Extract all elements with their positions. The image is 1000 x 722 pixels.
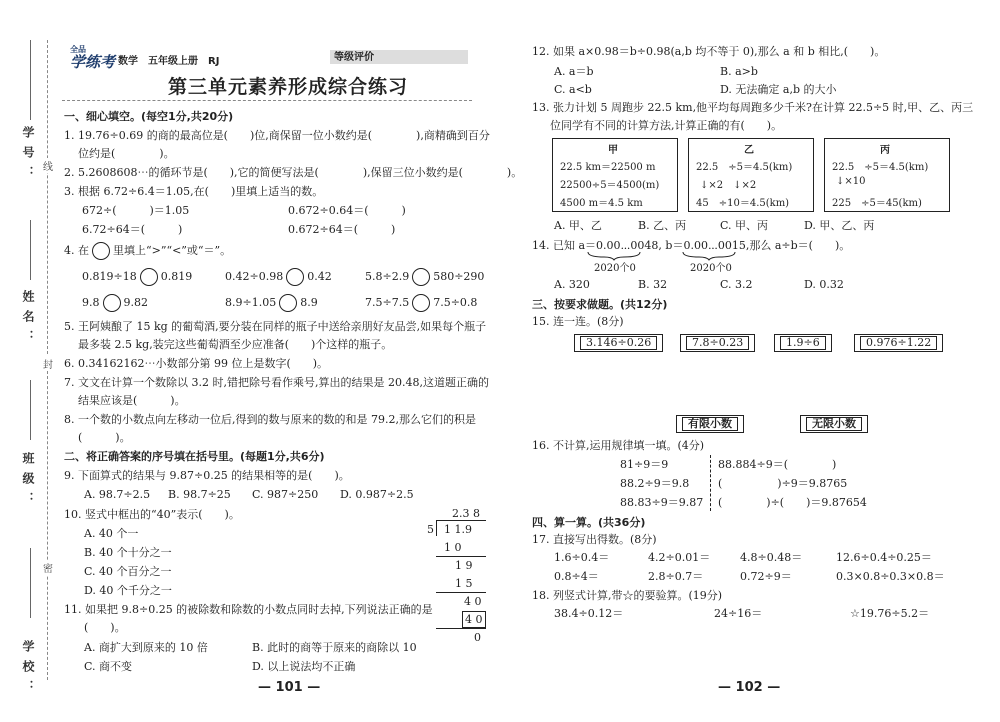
grade-label: 等级评价 [334,52,374,63]
q12: 12. 如果 a×0.98＝b÷0.98(a,b 均不等于 0),那么 a 和 b 相比,( )。 [532,45,886,58]
q13-option[interactable]: C. 甲、丙 [720,219,769,232]
section-3-title: 三、按要求做题。(共12分) [532,298,668,311]
compare-circle[interactable] [286,268,304,286]
q16-fill[interactable]: ( )÷9＝9.8765 [718,477,848,490]
section-2-title: 二、将正确答案的序号填在括号里。(每题1分,共6分) [64,450,325,463]
ld-rule [436,628,486,629]
q16-pattern: 88.83÷9＝9.87 [620,496,704,509]
q5-line1: 5. 王阿姨酿了 15 kg 的葡萄酒,要分装在同样的瓶子中送给亲朋好友品尝,如果每个瓶子 [64,320,487,333]
q15-category-finite[interactable]: 有限小数 [676,415,744,433]
q12-option[interactable]: B. a>b [720,65,758,78]
compare-circle[interactable] [92,242,110,260]
q4-item: 9.8 9.82 [82,294,148,312]
q16-pattern: 88.2÷9＝9.8 [620,477,690,490]
page-number-right: — 102 — [718,680,781,695]
compare-circle[interactable] [279,294,297,312]
method-line: 225 ÷5＝45(km) [832,198,922,209]
method-line: 22.5 ÷5＝4.5(km) [696,162,793,173]
q9: 9. 下面算式的结果与 9.87÷0.25 的结果相等的是( )。 [64,469,350,482]
ld-bracket [436,520,437,536]
ld-bar [436,520,486,521]
q16: 16. 不计算,运用规律填一填。(4分) [532,439,705,452]
method-yi-label: 乙 [744,145,754,156]
q4: 4. 在 里填上“>”“<”或“＝”。 [64,242,231,260]
ld-rule [436,556,486,557]
page-right [500,0,1000,722]
section-1-title: 一、细心填空。(每空1分,共20分) [64,110,234,123]
q7-line1: 7. 文文在计算一个数除以 3.2 时,错把除号看作乘号,算出的结果是 20.48,这道题正确的 [64,376,489,389]
q17-item[interactable]: 0.3×0.8÷0.3×0.8＝ [836,570,945,583]
q7-line2: 结果应该是( )。 [78,394,186,407]
method-line: 22.5 km＝22500 m [560,162,656,173]
q18-item[interactable]: 38.4÷0.12＝ [554,607,624,620]
q15-category-infinite[interactable]: 无限小数 [800,415,868,433]
q15: 15. 连一连。(8分) [532,315,624,328]
page-title: 第三单元素养形成综合练习 [168,76,409,98]
q17-item[interactable]: 12.6÷0.4÷0.25＝ [836,551,932,564]
page-number-left: — 101 — [258,680,321,695]
q11-option[interactable]: A. 商扩大到原来的 10 倍 [84,641,208,654]
ld-row: 4 0 [464,595,482,608]
method-line: 4500 m＝4.5 km [560,198,643,209]
q15-expr[interactable]: 7.8÷0.23 [680,334,755,352]
q16-fill[interactable]: 88.884÷9＝( ) [718,458,837,471]
ld-divisor: 5 [427,523,434,536]
compare-circle[interactable] [412,268,430,286]
method-line: 45 ÷10＝4.5(km) [696,198,790,209]
q8-line2: ( )。 [78,431,131,444]
compare-circle[interactable] [412,294,430,312]
secret-mark: 密 [43,560,53,575]
q14-note: 2020个0 [594,263,636,274]
q17-item[interactable]: 4.2÷0.01＝ [648,551,711,564]
ld-rule [436,592,486,593]
q4-item: 7.5÷7.5 7.5÷0.8 [365,294,477,312]
q9-option[interactable]: D. 0.987÷2.5 [340,488,414,501]
q10-option[interactable]: A. 40 个一 [84,527,139,540]
q15-expr[interactable]: 1.9÷6 [774,334,832,352]
q13-option[interactable]: A. 甲、乙 [554,219,602,232]
grade-bar [330,50,468,64]
q13-option[interactable]: D. 甲、乙、丙 [804,219,875,232]
q6: 6. 0.34162162⋯小数部分第 99 位上是数字( )。 [64,357,329,370]
q2: 2. 5.2608608⋯的循环节是( ),它的简便写法是( ),保留三位小数约是( )。 [64,166,523,179]
q12-option[interactable]: D. 无法确定 a,b 的大小 [720,83,837,96]
q10: 10. 竖式中框出的“40”表示( )。 [64,508,240,521]
ld-quotient: 2.3 8 [452,507,480,520]
section-4-title: 四、算一算。(共36分) [532,516,646,529]
method-line: ↓×10 [836,176,866,187]
method-line: 22500÷5＝4500(m) [560,180,660,191]
method-line: 22.5 ÷5＝4.5(km) [832,162,929,173]
q14-option[interactable]: C. 3.2 [720,278,753,291]
q3-b: 0.672÷0.64＝( ) [288,204,406,217]
q12-option[interactable]: C. a<b [554,83,592,96]
class-label: 班级： [21,452,35,512]
brand-logo: 全品 学练考 [70,45,116,71]
ld-row: 1 9 [455,559,473,572]
q13-line1: 13. 张力计划 5 周跑步 22.5 km,他平均每周跑多少千米?在计算 22.5÷5 时,甲、乙、丙三 [532,101,974,114]
q10-option[interactable]: D. 40 个千分之一 [84,584,172,597]
method-jia-label: 甲 [608,145,618,156]
q11-option[interactable]: D. 以上说法均不正确 [252,660,356,673]
q4-item: 0.819÷18 0.819 [82,268,192,286]
q17-item[interactable]: 2.8÷0.7＝ [648,570,704,583]
q9-option[interactable]: B. 98.7÷25 [168,488,231,501]
q12-option[interactable]: A. a＝b [554,65,594,78]
q9-option[interactable]: A. 98.7÷2.5 [84,488,151,501]
method-line: ↓×2 ↓×2 [700,180,757,191]
q9-option[interactable]: C. 987÷250 [252,488,319,501]
q3-d: 0.672÷64＝( ) [288,223,396,236]
q14-option[interactable]: B. 32 [638,278,668,291]
method-bing-label: 丙 [880,145,890,156]
q13-option[interactable]: B. 乙、丙 [638,219,687,232]
q17-item[interactable]: 1.6÷0.4＝ [554,551,610,564]
ld-row: 1 0 [444,541,462,554]
q14-note: 2020个0 [690,263,732,274]
q11-option[interactable]: B. 此时的商等于原来的商除以 10 [252,641,417,654]
q11-option[interactable]: C. 商不变 [84,660,133,673]
q4-item: 8.9÷1.05 8.9 [225,294,318,312]
q16-fill[interactable]: ( )÷( )＝9.87654 [718,496,867,509]
ld-row: 1 5 [455,577,473,590]
q14-option[interactable]: D. 0.32 [804,278,844,291]
q13-line2: 位同学有不同的计算方法,计算正确的有( )。 [550,119,783,132]
q18-item[interactable]: ☆19.76÷5.2＝ [850,607,930,620]
q17-item[interactable]: 0.72÷9＝ [740,570,792,583]
q18-item[interactable]: 24÷16＝ [714,607,763,620]
q15-expr[interactable]: 0.976÷1.22 [854,334,943,352]
ld-dividend: 1 1.9 [444,523,472,536]
ld-row: 0 [474,631,481,644]
name-label: 姓名： [21,290,35,350]
divider [62,100,472,101]
q8-line1: 8. 一个数的小数点向左移动一位后,得到的数与原来的数的和是 79.2,那么它们的积是 [64,413,476,426]
q16-divider [710,455,711,511]
q1-line2: 位约是( )。 [78,147,175,160]
q4-item: 5.8÷2.9 580÷290 [365,268,484,286]
q10-option[interactable]: C. 40 个百分之一 [84,565,172,578]
subject-info: 数学 五年级上册 RJ [118,56,220,67]
q14-option[interactable]: A. 320 [554,278,590,291]
ld-boxed-40: 4 0 [462,611,486,628]
q16-pattern: 81÷9＝9 [620,458,669,471]
q17: 17. 直接写出得数。(8分) [532,533,657,546]
q5-line2: 最多装 2.5 kg,装完这些葡萄酒至少应准备( )个这样的瓶子。 [78,338,393,351]
q11-line2: ( )。 [84,621,126,634]
q18: 18. 列竖式计算,带☆的要验算。(19分) [532,589,723,602]
q14: 14. 已知 a＝0.00⋯0048, b＝0.00⋯0015,那么 a÷b＝( )。 [532,239,851,252]
q3: 3. 根据 6.72÷6.4＝1.05,在( )里填上适当的数。 [64,185,324,198]
q17-item[interactable]: 4.8÷0.48＝ [740,551,803,564]
compare-circle[interactable] [140,268,158,286]
q17-item[interactable]: 0.8÷4＝ [554,570,599,583]
seal-mark: 封 [43,356,53,371]
q3-a: 672÷( )＝1.05 [82,204,190,217]
q10-option[interactable]: B. 40 个十分之一 [84,546,172,559]
q4-item: 0.42÷0.98 0.42 [225,268,332,286]
q11-line1: 11. 如果把 9.8÷0.25 的被除数和除数的小数点同时去掉,下列说法正确的是 [64,603,433,616]
student-id-label: 学号： [21,126,35,186]
q1-line1: 1. 19.76÷0.69 的商的最高位是( )位,商保留一位小数约是( ),商精确到百分 [64,129,490,142]
q15-expr[interactable]: 3.146÷0.26 [574,334,663,352]
q3-c: 6.72÷64＝( ) [82,223,183,236]
compare-circle[interactable] [103,294,121,312]
school-label: 学校： [21,640,35,700]
line-mark: 线 [43,158,53,173]
